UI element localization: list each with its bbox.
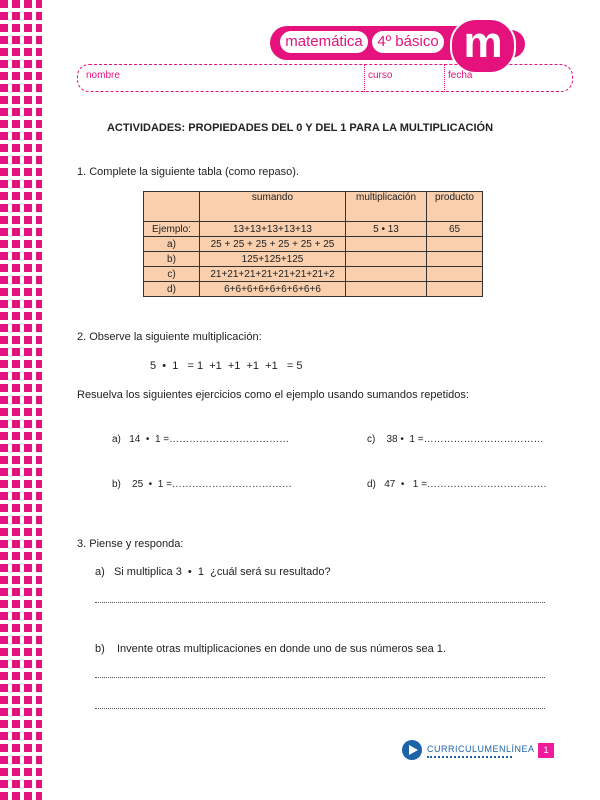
decorative-border xyxy=(0,0,42,800)
exercise-label: c) 38 • 1 = xyxy=(367,434,424,445)
cell: b) xyxy=(144,252,200,267)
divider xyxy=(364,64,365,92)
table-row xyxy=(144,282,483,297)
exercise-b xyxy=(112,479,292,490)
answer-line[interactable] xyxy=(95,708,545,709)
cell: 6+6+6+6+6+6+6+6+6 xyxy=(200,282,346,297)
table-row xyxy=(144,267,483,282)
exercise-a xyxy=(112,434,289,445)
answer-cell[interactable] xyxy=(346,267,427,282)
header-cell: producto xyxy=(427,192,483,222)
exercise-label: a) 14 • 1 = xyxy=(112,434,170,445)
table-row xyxy=(144,222,483,237)
name-field[interactable]: nombre xyxy=(86,70,120,81)
subject-label: matemática xyxy=(280,31,368,53)
exercise-c xyxy=(367,434,544,445)
instruction: Resuelva los siguientes ejercicios como el ejemplo usando sumandos repetidos: xyxy=(77,389,469,401)
exercise-label: b) 25 • 1 = xyxy=(112,479,172,490)
review-table xyxy=(143,191,483,297)
question-3a: a) Si multiplica 3 • 1 ¿cuál será su resultado? xyxy=(95,566,331,578)
brand-tagline xyxy=(427,756,512,758)
question-3b: b) Invente otras multiplicaciones en donde uno de sus números sea 1. xyxy=(95,643,446,655)
page-number: 1 xyxy=(538,743,554,758)
answer-blank[interactable]: ……………………………… xyxy=(423,434,544,445)
answer-blank[interactable]: ……………………………… xyxy=(169,434,290,445)
table-row xyxy=(144,237,483,252)
answer-blank[interactable]: ……………………………… xyxy=(171,479,292,490)
table-row xyxy=(144,252,483,267)
subject-logo: m xyxy=(450,18,516,74)
grade-label: 4º básico xyxy=(372,31,444,53)
cell: 25 + 25 + 25 + 25 + 25 + 25 xyxy=(200,237,346,252)
cell: Ejemplo: xyxy=(144,222,200,237)
table-header xyxy=(144,192,483,222)
brand-name: CURRICULUMENLÍNEA xyxy=(427,744,535,754)
cell: d) xyxy=(144,282,200,297)
play-arrow-icon xyxy=(409,745,418,755)
question-1: 1. Complete la siguiente tabla (como repaso). xyxy=(77,166,299,178)
question-2: 2. Observe la siguiente multiplicación: xyxy=(77,331,262,343)
example-equation: 5 • 1 = 1 +1 +1 +1 +1 = 5 xyxy=(150,360,303,372)
answer-cell[interactable] xyxy=(346,252,427,267)
header-cell: sumando xyxy=(200,192,346,222)
question-3: 3. Piense y responda: xyxy=(77,538,184,550)
cell: c) xyxy=(144,267,200,282)
cell: 5 • 13 xyxy=(346,222,427,237)
answer-line[interactable] xyxy=(95,677,545,678)
header-cell xyxy=(144,192,200,222)
divider xyxy=(444,64,445,92)
answer-blank[interactable]: ……………………………… xyxy=(426,479,547,490)
page-title: ACTIVIDADES: PROPIEDADES DEL 0 Y DEL 1 PARA LA MULTIPLICACIÓN xyxy=(106,122,494,134)
answer-cell[interactable] xyxy=(427,267,483,282)
answer-cell[interactable] xyxy=(346,237,427,252)
cell: 13+13+13+13+13 xyxy=(200,222,346,237)
student-info-box xyxy=(77,64,573,92)
header-cell: multiplicación xyxy=(346,192,427,222)
answer-cell[interactable] xyxy=(346,282,427,297)
cell: 21+21+21+21+21+21+21+2 xyxy=(200,267,346,282)
exercise-d xyxy=(367,479,547,490)
cell: a) xyxy=(144,237,200,252)
cell: 65 xyxy=(427,222,483,237)
answer-line[interactable] xyxy=(95,602,545,603)
date-field[interactable]: fecha xyxy=(448,70,473,81)
answer-cell[interactable] xyxy=(427,252,483,267)
answer-cell[interactable] xyxy=(427,282,483,297)
course-field[interactable]: curso xyxy=(368,70,393,81)
exercise-label: d) 47 • 1 = xyxy=(367,479,427,490)
cell: 125+125+125 xyxy=(200,252,346,267)
answer-cell[interactable] xyxy=(427,237,483,252)
